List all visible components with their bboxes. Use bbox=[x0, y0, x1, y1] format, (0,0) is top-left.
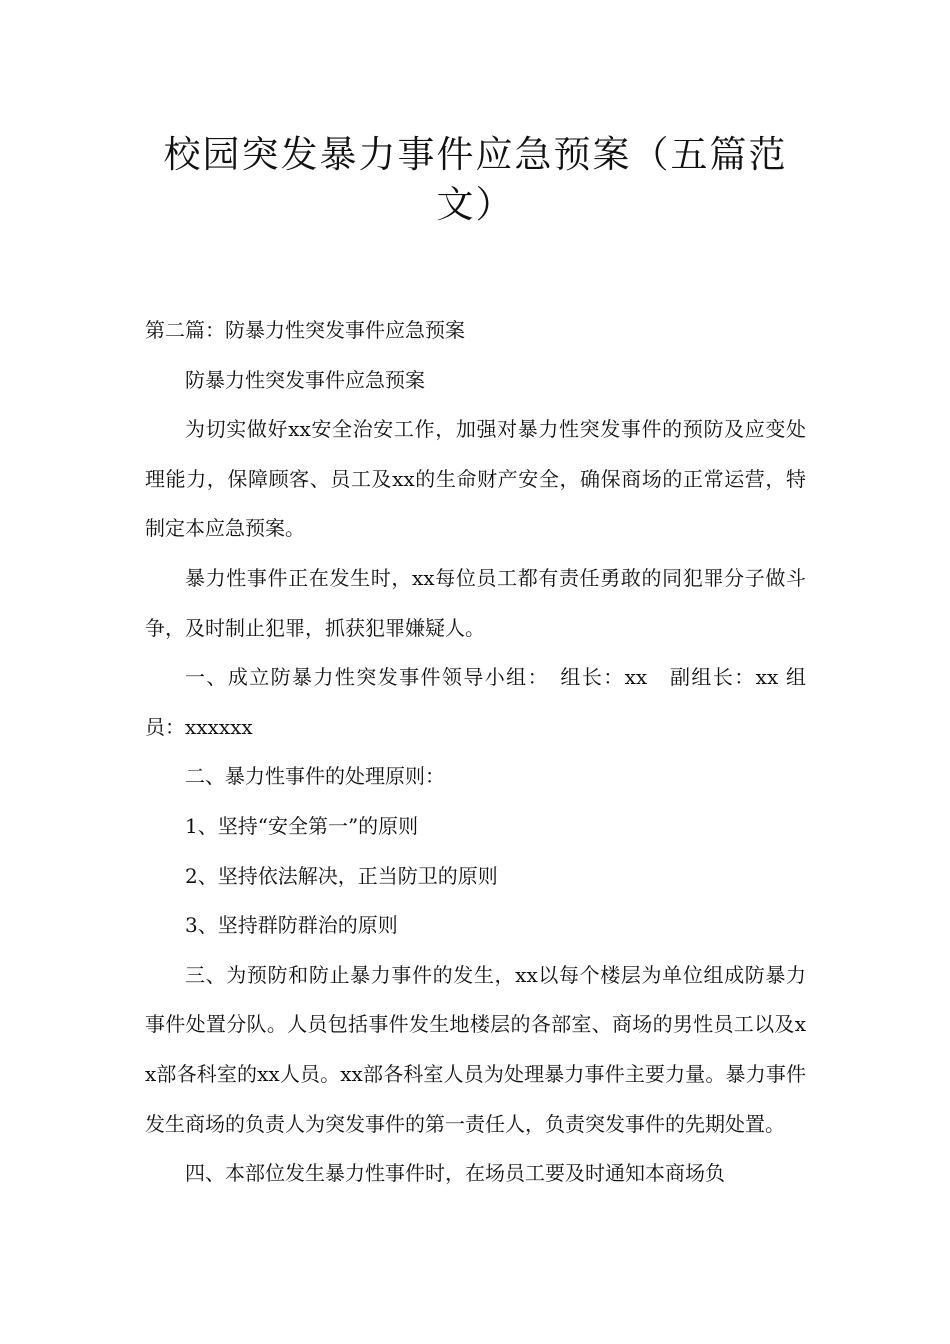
paragraph: 二、暴力性事件的处理原则： bbox=[185, 764, 445, 789]
document-body bbox=[145, 306, 806, 1199]
paragraph: 暴力性事件正在发生时，xx每位员工都有责任勇敢的同犯罪分子做斗争，及时制止犯罪，抓获犯罪嫌疑人。 bbox=[145, 565, 806, 640]
paragraph: 防暴力性突发事件应急预案 bbox=[185, 367, 425, 392]
paragraph: 2、坚持依法解决，正当防卫的原则 bbox=[185, 863, 498, 888]
paragraph: 一、成立防暴力性突发事件领导小组： 组长：xx 副组长：xx 组员：xxxxxx bbox=[145, 665, 806, 739]
paragraph: 3、坚持群防群治的原则 bbox=[185, 913, 398, 938]
paragraph: 三、为预防和防止暴力事件的发生，xx以每个楼层为单位组成防暴力事件处置分队。人员包括事件发生地楼层的各部室、商场的男性员工以及xx部各科室的xx人员。xx部各科室人员为处理暴力事件主要力量。暴力事件发生商场的负责人为突发事件的第一责任人，负责突发事件的先期处置。 bbox=[145, 962, 806, 1136]
paragraph: 1、坚持“安全第一”的原则 bbox=[185, 813, 419, 838]
paragraph: 四、本部位发生暴力性事件时，在场员工要及时通知本商场负 bbox=[185, 1161, 725, 1186]
section-heading: 第二篇：防暴力性突发事件应急预案 bbox=[145, 318, 465, 342]
paragraph: 为切实做好xx安全治安工作，加强对暴力性突发事件的预防及应变处理能力，保障顾客、员工及xx的生命财产安全，确保商场的正常运营，特制定本应急预案。 bbox=[145, 417, 806, 541]
document-title: 校园突发暴力事件应急预案（五篇范文） bbox=[163, 133, 788, 226]
